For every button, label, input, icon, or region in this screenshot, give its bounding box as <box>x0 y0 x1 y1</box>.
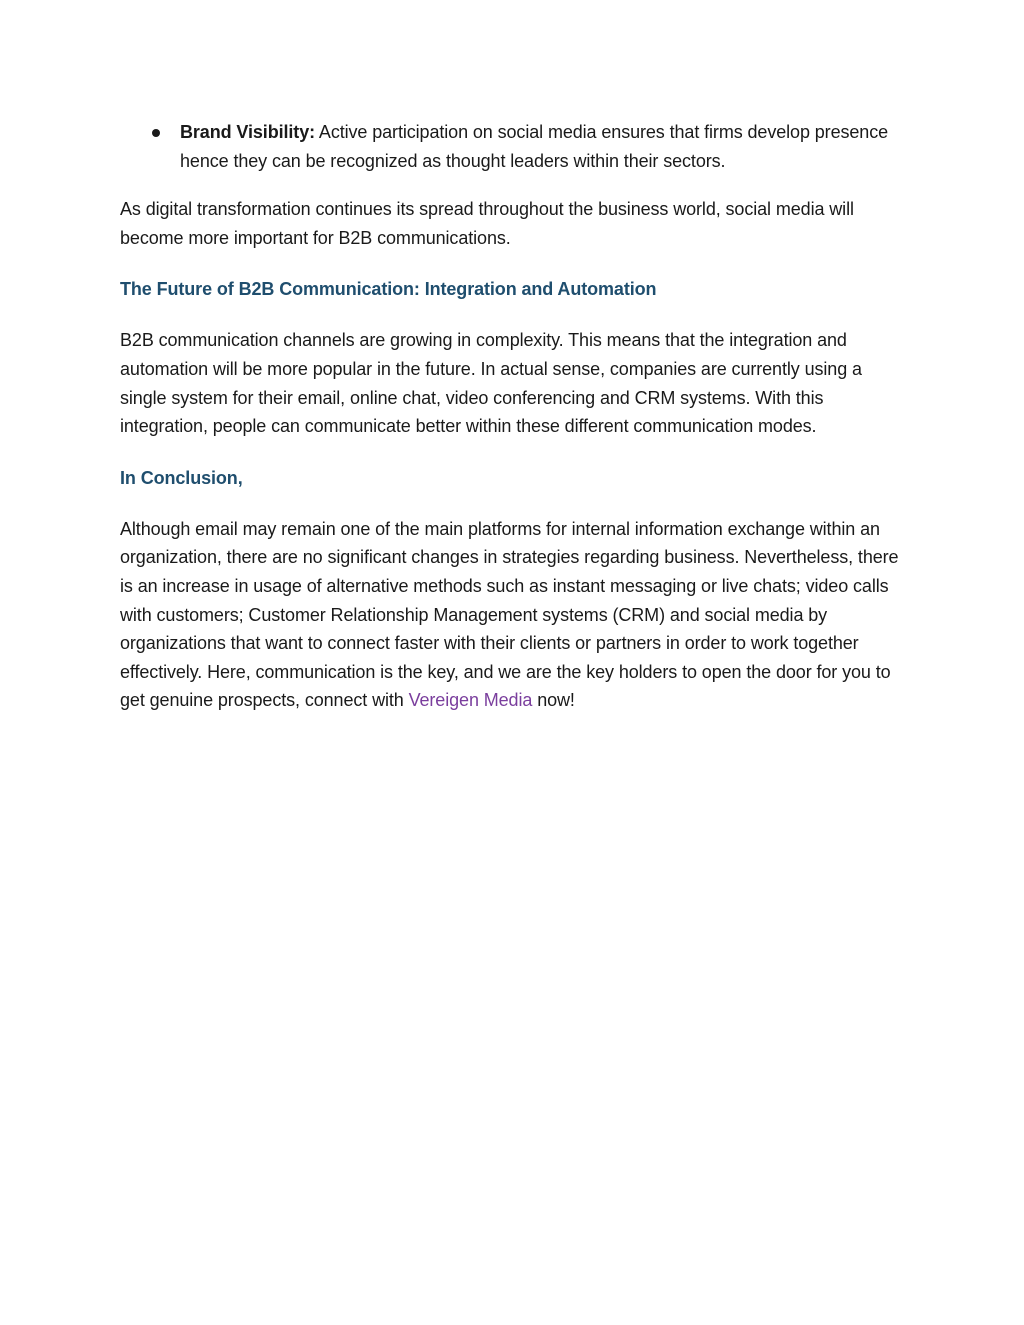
vereigen-media-link[interactable]: Vereigen Media <box>408 690 533 711</box>
document-content <box>120 118 910 738</box>
heading-conclusion: In Conclusion, <box>120 467 243 488</box>
bullet-list <box>120 118 910 175</box>
bullet-term: Brand Visibility: <box>180 122 315 142</box>
paragraph-conclusion-text: Although email may remain one of the main platforms for internal information exchange within an organization, there are no significant changes in strategies regarding business. Nevertheless, there is an increase in usage of alternative methods such as instant messaging or live chats; video calls with customers; Customer Relationship Management systems (CRM) and social media by organizations that want to connect faster with their clients or partners in order to work together effectively. Here, communication is the key, and we are the key holders to open the door for you to get genuine prospects, connect with <box>120 518 899 711</box>
paragraph-conclusion-end: now! <box>537 690 575 711</box>
bullet-icon <box>152 129 160 137</box>
bullet-item-brand-visibility <box>120 118 910 175</box>
paragraph-conclusion <box>120 515 910 715</box>
heading-future: The Future of B2B Communication: Integration and Automation <box>120 279 657 300</box>
bullet-text: Active participation on social media ensures that firms develop presence hence they can be recognized as thought leaders within their sectors. <box>180 122 889 171</box>
paragraph-digital-transformation: As digital transformation continues its spread throughout the business world, social media will become more important for B2B communications. <box>120 199 854 248</box>
paragraph-integration: B2B communication channels are growing in complexity. This means that the integration and automation will be more popular in the future. In actual sense, companies are currently using a single system for their email, online chat, video conferencing and CRM systems. With this integration, people can communicate better within these different communication modes. <box>120 330 862 437</box>
